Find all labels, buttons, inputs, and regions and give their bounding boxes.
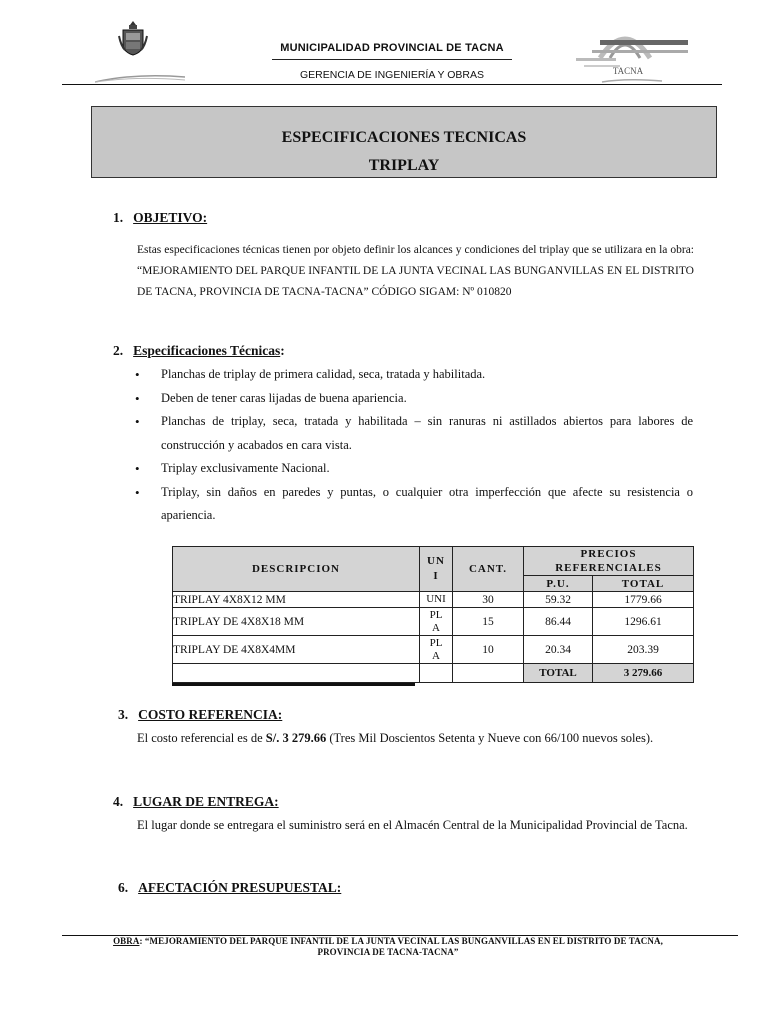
section-number: 1. xyxy=(113,210,124,225)
header-uni: UN I xyxy=(420,547,453,592)
list-item: • Triplay exclusivamente Nacional. xyxy=(133,457,693,481)
list-item: • Deben de tener caras lijadas de buena apariencia. xyxy=(133,387,693,411)
tacna-logo-text: TACNA xyxy=(612,66,644,76)
cell-uni: PL A xyxy=(420,636,453,664)
section-title: COSTO REFERENCIA: xyxy=(138,707,283,722)
cell-pu: 59.32 xyxy=(524,592,593,608)
table-header-row xyxy=(173,547,694,576)
footer-obra: OBRA: “MEJORAMIENTO DEL PARQUE INFANTIL DE LA JUNTA VECINAL LAS BUNGANVILLAS EN EL DISTRITO DE TACNA, PROVINCIA DE TACNA-TACNA” xyxy=(113,936,663,957)
list-item: • Planchas de triplay de primera calidad, seca, tratada y habilitada. xyxy=(133,363,693,387)
total-value: 3 279.66 xyxy=(593,664,694,683)
header-precios: PRECIOS REFERENCIALES xyxy=(524,547,694,576)
section-number: 4. xyxy=(113,794,124,809)
section-number: 3. xyxy=(118,707,129,722)
cell-descripcion: TRIPLAY DE 4X8X18 MM xyxy=(173,608,420,636)
header-total: TOTAL xyxy=(593,576,694,592)
section-1-heading xyxy=(113,209,207,227)
cell-uni: PL A xyxy=(420,608,453,636)
table-row xyxy=(173,636,694,664)
cell-total: 1296.61 xyxy=(593,608,694,636)
section-title: Especificaciones Técnicas xyxy=(133,343,281,358)
table-row xyxy=(173,608,694,636)
document-title: ESPECIFICACIONES TECNICAS xyxy=(281,129,527,146)
cell-descripcion: TRIPLAY 4X8X12 MM xyxy=(173,592,420,608)
cell-total: 1779.66 xyxy=(593,592,694,608)
cell-cant: 30 xyxy=(453,592,524,608)
section-title: LUGAR DE ENTREGA: xyxy=(133,794,279,809)
header-rule xyxy=(272,59,512,60)
section-number: 6. xyxy=(118,880,129,895)
price-table xyxy=(172,546,694,683)
header-descripcion: DESCRIPCION xyxy=(173,547,420,592)
section-number: 2. xyxy=(113,343,124,358)
section-6-heading xyxy=(118,879,341,897)
cell-cant: 10 xyxy=(453,636,524,664)
section-3-heading xyxy=(118,706,282,724)
cell-pu: 20.34 xyxy=(524,636,593,664)
cell-cant: 15 xyxy=(453,608,524,636)
table-row xyxy=(173,592,694,608)
cell-descripcion: TRIPLAY DE 4X8X4MM xyxy=(173,636,420,664)
title-box xyxy=(91,106,717,178)
specifications-list xyxy=(133,363,693,528)
department-name: GERENCIA DE INGENIERÍA Y OBRAS xyxy=(299,69,484,81)
section-4-heading xyxy=(113,793,279,811)
objective-paragraph: Estas especificaciones técnicas tienen por objeto definir los alcances y condiciones del triplay que se utilizara en la obra: “MEJORAMIENTO DEL PARQUE INFANTIL DE LA JUNTA VECINAL LAS BUNGANVILLAS EN EL DISTRITO DE TACNA, PROVINCIA DE TACNA-TACNA” CÓDIGO SIGAM: Nº 010820 xyxy=(137,244,694,298)
section-title: AFECTACIÓN PRESUPUESTAL: xyxy=(138,880,342,895)
delivery-paragraph: El lugar donde se entregara el suministro será en el Almacén Central de la Municipalidad Provincial de Tacna. xyxy=(137,818,688,832)
section-title: OBJETIVO: xyxy=(133,210,208,225)
document-subtitle: TRIPLAY xyxy=(368,157,440,174)
table-total-row xyxy=(173,664,694,683)
cell-pu: 86.44 xyxy=(524,608,593,636)
cost-paragraph: El costo referencial es de S/. 3 279.66 (Tres Mil Doscientos Setenta y Nueve con 66/100 nuevos soles). xyxy=(137,731,654,745)
municipality-name: MUNICIPALIDAD PROVINCIAL DE TACNA xyxy=(280,42,504,54)
section-title-colon: : xyxy=(280,343,285,358)
municipal-crest-logo xyxy=(118,20,148,56)
header-pu: P.U. xyxy=(524,576,593,592)
tacna-logo xyxy=(570,18,695,88)
list-item: • Planchas de triplay, seca, tratada y habilitada – sin ranuras ni astillados abiertos para labores de construcción y acabados en cara vista. xyxy=(133,410,693,457)
section-2-heading xyxy=(113,342,285,360)
cell-total: 203.39 xyxy=(593,636,694,664)
table-underline xyxy=(172,683,415,686)
list-item: • Triplay, sin daños en paredes y puntas, o cualquier otra imperfección que afecte su resistencia o apariencia. xyxy=(133,481,693,528)
footer-label: OBRA xyxy=(113,936,140,946)
cell-uni: UNI xyxy=(420,592,453,608)
header-swoosh-decoration xyxy=(95,70,185,82)
total-label: TOTAL xyxy=(524,664,593,683)
cost-amount: S/. 3 279.66 xyxy=(265,731,327,745)
header-cant: CANT. xyxy=(453,547,524,592)
